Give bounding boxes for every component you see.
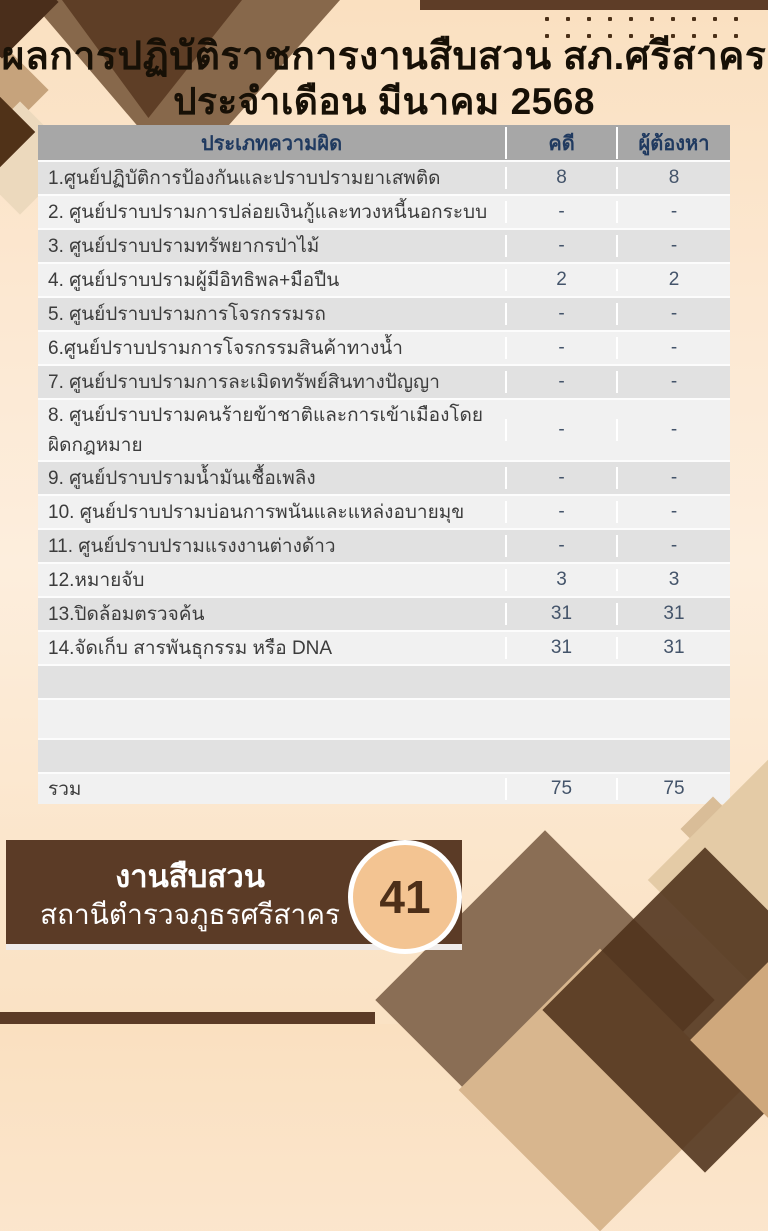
suspects-cell: 31 [616, 637, 730, 659]
table-header-row [38, 125, 730, 160]
suspects-cell: - [616, 419, 730, 441]
cases-cell: - [505, 235, 616, 257]
table-row [38, 630, 730, 664]
table-row [38, 160, 730, 194]
table-row-empty [38, 698, 730, 738]
table-row [38, 296, 730, 330]
suspects-cell: - [616, 371, 730, 393]
suspects-cell: - [616, 535, 730, 557]
suspects-cell: - [616, 501, 730, 523]
cases-cell: 31 [505, 637, 616, 659]
dot [671, 17, 675, 21]
cases-cell: - [505, 535, 616, 557]
table-row [38, 194, 730, 228]
title-line-2: ประจำเดือน มีนาคม 2568 [173, 80, 595, 122]
offense-type-cell: 6.ศูนย์ปราบปรามการโจรกรรมสินค้าทางน้ำ [48, 338, 403, 359]
suspects-cell: 31 [616, 603, 730, 625]
offense-type-cell: 2. ศูนย์ปราบปรามการปล่อยเงินกู้และทวงหนี้นอกระบบ [48, 202, 488, 223]
page-number: 41 [379, 871, 431, 923]
table-row-empty [38, 738, 730, 772]
table-total-row [38, 772, 730, 804]
dot [692, 17, 696, 21]
offense-type-cell: 10. ศูนย์ปราบปรามบ่อนการพนันและแหล่งอบายมุข [48, 502, 465, 523]
page-number-badge [348, 840, 462, 954]
suspects-cell: 2 [616, 269, 730, 291]
footer-unit-name: งานสืบสวน [115, 859, 265, 894]
decor-top-bar [420, 0, 768, 10]
table-row [38, 562, 730, 596]
offense-type-cell: 3. ศูนย์ปราบปรามทรัพยากรป่าไม้ [48, 236, 320, 257]
cases-cell: - [505, 467, 616, 489]
table-row [38, 228, 730, 262]
page-title [0, 34, 768, 123]
total-label: รวม [48, 779, 82, 800]
total-suspects-value: 75 [616, 778, 730, 800]
dot [734, 17, 738, 21]
suspects-cell: - [616, 201, 730, 223]
offense-type-cell: 1.ศูนย์ปฏิบัติการป้องกันและปราบปรามยาเสพติด [48, 168, 441, 189]
table-row [38, 262, 730, 296]
offense-type-cell: 13.ปิดล้อมตรวจค้น [48, 604, 205, 625]
table-row [38, 364, 730, 398]
cases-cell: - [505, 419, 616, 441]
table-row-empty [38, 664, 730, 698]
cases-cell: 8 [505, 167, 616, 189]
table-row [38, 596, 730, 630]
offense-type-cell: 7. ศูนย์ปราบปรามการละเมิดทรัพย์สินทางปัญญา [48, 372, 440, 393]
cases-cell: 3 [505, 569, 616, 591]
dot [545, 17, 549, 21]
suspects-cell: - [616, 235, 730, 257]
suspects-cell: - [616, 337, 730, 359]
cases-cell: 31 [505, 603, 616, 625]
dot [608, 17, 612, 21]
total-cases-value: 75 [505, 778, 616, 800]
offense-type-cell: 14.จัดเก็บ สารพันธุกรรม หรือ DNA [48, 638, 333, 659]
cases-cell: 2 [505, 269, 616, 291]
title-line-1: ผลการปฏิบัติราชการงานสืบสวน สภ.ศรีสาคร [1, 35, 767, 78]
offense-type-cell: 5. ศูนย์ปราบปรามการโจรกรรมรถ [48, 304, 326, 325]
footer-text-block [10, 857, 370, 932]
offense-type-cell: 11. ศูนย์ปราบปรามแรงงานต่างด้าว [48, 536, 336, 557]
table-row [38, 494, 730, 528]
table-row [38, 330, 730, 364]
suspects-cell: - [616, 303, 730, 325]
decor-bottom-bar [0, 1012, 375, 1024]
suspects-cell: 3 [616, 569, 730, 591]
cases-cell: - [505, 501, 616, 523]
dot [713, 17, 717, 21]
dot [650, 17, 654, 21]
footer-station-name: สถานีตำรวจภูธรศรีสาคร [40, 899, 340, 931]
suspects-cell: - [616, 467, 730, 489]
table-body [38, 160, 730, 772]
cases-cell: - [505, 201, 616, 223]
column-header-suspects: ผู้ต้องหา [616, 127, 730, 159]
cases-cell: - [505, 371, 616, 393]
offense-type-cell: 12.หมายจับ [48, 570, 145, 591]
offense-type-cell: 8. ศูนย์ปราบปรามคนร้ายข้าชาติและการเข้าเมืองโดยผิดกฎหมาย [48, 405, 484, 456]
dot [587, 17, 591, 21]
offense-type-cell: 9. ศูนย์ปราบปรามน้ำมันเชื้อเพลิง [48, 468, 316, 489]
table-row [38, 398, 730, 460]
table-row [38, 528, 730, 562]
table-row [38, 460, 730, 494]
dot [629, 17, 633, 21]
cases-cell: - [505, 337, 616, 359]
cases-cell: - [505, 303, 616, 325]
suspects-cell: 8 [616, 167, 730, 189]
offense-table [38, 125, 730, 804]
dot [566, 17, 570, 21]
offense-type-cell: 4. ศูนย์ปราบปรามผู้มีอิทธิพล+มือปืน [48, 270, 340, 291]
column-header-offense-type: ประเภทความผิด [200, 132, 343, 155]
column-header-cases: คดี [505, 127, 616, 159]
